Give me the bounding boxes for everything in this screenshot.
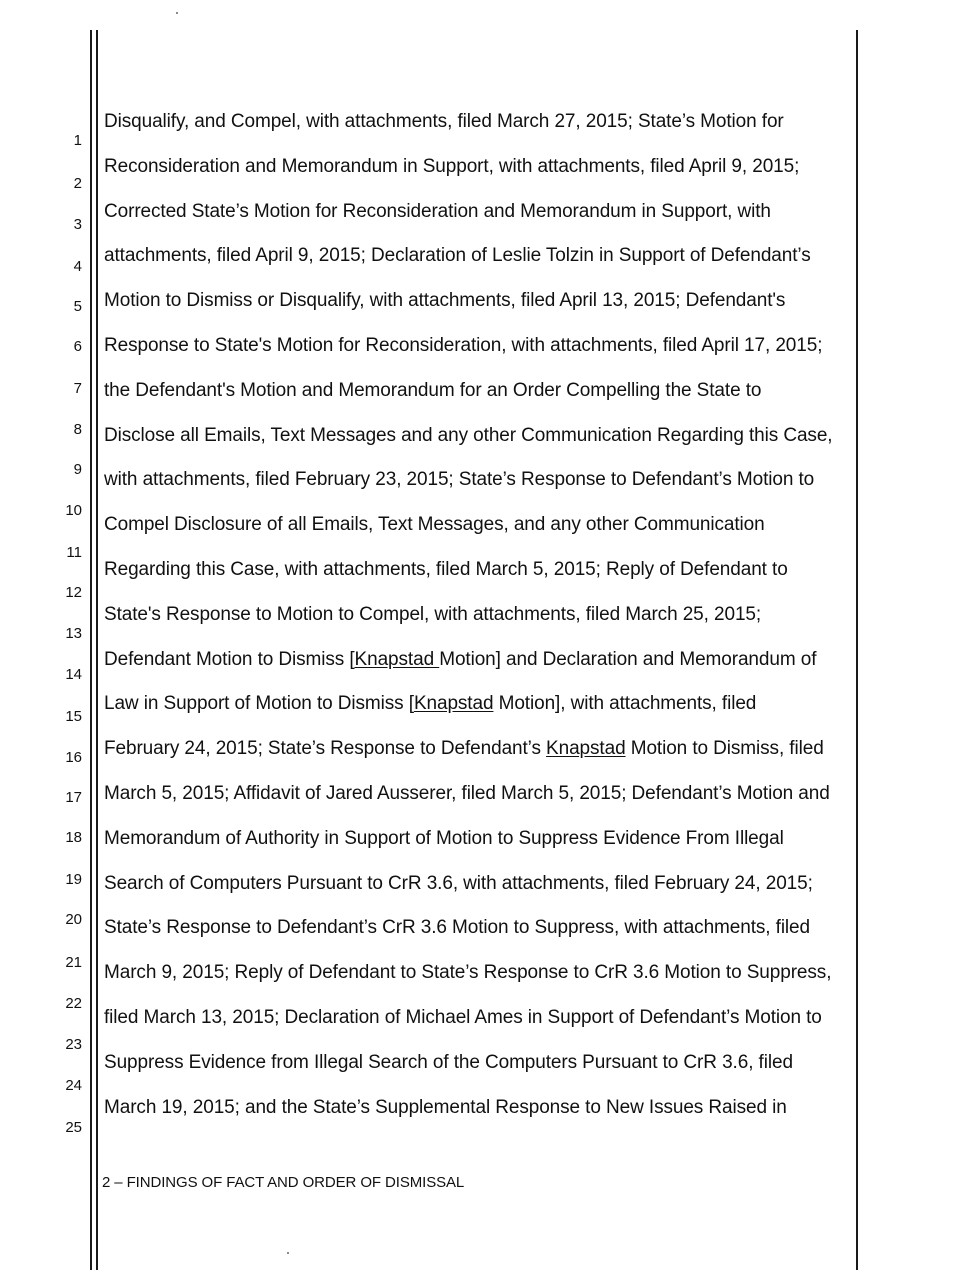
text-segment: Corrected State’s Motion for Reconsideration and Memorandum in Support, with (104, 200, 771, 222)
body-text-line (104, 873, 856, 895)
line-number: 17 (65, 789, 82, 806)
body-text-line (104, 604, 856, 626)
body-text-line (104, 649, 856, 671)
line-number: 23 (65, 1036, 82, 1053)
scan-speck (176, 12, 178, 14)
line-number: 5 (73, 298, 82, 315)
text-segment: Reconsideration and Memorandum in Support, with attachments, filed April 9, 2015; (104, 155, 800, 177)
line-number: 16 (65, 749, 82, 766)
body-text-line (104, 290, 856, 312)
scan-speck (287, 1252, 289, 1254)
line-number: 24 (65, 1077, 82, 1094)
text-segment: Motion to Dismiss or Disqualify, with attachments, filed April 13, 2015; Defendant's (104, 290, 786, 312)
line-number: 25 (65, 1119, 82, 1136)
body-text-line (104, 917, 856, 939)
body-text-line (104, 156, 856, 178)
text-segment: Disclose all Emails, Text Messages and any other Communication Regarding this Case, (104, 424, 833, 446)
text-segment: February 24, 2015; State’s Response to Defendant’s (104, 738, 547, 760)
line-number: 20 (65, 911, 82, 928)
text-segment: State's Response to Motion to Compel, with attachments, filed March 25, 2015; (104, 603, 762, 625)
text-segment: with attachments, filed February 23, 2015; State’s Response to Defendant’s Motion to (104, 469, 815, 491)
body-text-line (104, 559, 856, 581)
line-number: 22 (65, 995, 82, 1012)
text-segment: Motion], with attachments, filed (493, 693, 757, 715)
body-text-line (104, 1052, 856, 1074)
body-text-line (104, 514, 856, 536)
body-text-line (104, 1097, 856, 1119)
line-number: 13 (65, 625, 82, 642)
line-number: 21 (65, 954, 82, 971)
text-segment: Suppress Evidence from Illegal Search of the Computers Pursuant to CrR 3.6, filed (104, 1051, 793, 1073)
body-text-line (104, 783, 856, 805)
text-segment: Motion] and Declaration and Memorandum of (439, 648, 817, 670)
underlined-case-name: Knapstad (354, 648, 440, 670)
body-text-line (104, 335, 856, 357)
text-segment: Motion to Dismiss, filed (625, 738, 824, 760)
line-number: 1 (73, 132, 82, 149)
body-text-line (104, 828, 856, 850)
text-segment: the Defendant's Motion and Memorandum for an Order Compelling the State to (104, 379, 762, 401)
text-segment: Response to State's Motion for Reconsideration, with attachments, filed April 17, 2015; (104, 335, 823, 356)
line-number: 7 (73, 380, 82, 397)
text-segment: March 5, 2015; Affidavit of Jared Ausserer, filed March 5, 2015; Defendant’s Motion and (104, 783, 830, 804)
body-text-line (104, 111, 856, 133)
text-segment: March 9, 2015; Reply of Defendant to State’s Response to CrR 3.6 Motion to Suppress, (104, 962, 832, 984)
right-margin-rule (856, 30, 858, 1270)
body-text-line (104, 425, 856, 447)
underlined-case-name: Knapstad (413, 693, 494, 715)
text-segment: Defendant Motion to Dismiss [ (104, 648, 355, 670)
body-text-line (104, 738, 856, 760)
line-number: 14 (65, 666, 82, 683)
text-segment: State’s Response to Defendant’s CrR 3.6 Motion to Suppress, with attachments, filed (104, 917, 810, 939)
page-footer: 2 – FINDINGS OF FACT AND ORDER OF DISMISSAL (102, 1174, 465, 1191)
text-segment: Search of Computers Pursuant to CrR 3.6, with attachments, filed February 24, 2015; (104, 872, 813, 894)
text-segment: Memorandum of Authority in Support of Motion to Suppress Evidence From Illegal (104, 827, 784, 849)
line-number: 11 (66, 544, 82, 561)
text-segment: March 19, 2015; and the State’s Supplemental Response to New Issues Raised in (104, 1096, 787, 1118)
body-text-line (104, 201, 856, 223)
text-segment: Disqualify, and Compel, with attachments, filed March 27, 2015; State’s Motion for (104, 111, 784, 132)
line-number: 15 (65, 708, 82, 725)
line-number: 12 (65, 584, 82, 601)
line-number: 10 (65, 502, 82, 519)
line-number: 2 (73, 175, 82, 192)
line-number: 8 (73, 421, 82, 438)
text-segment: Law in Support of Motion to Dismiss [ (104, 693, 414, 715)
text-segment: Regarding this Case, with attachments, filed March 5, 2015; Reply of Defendant to (104, 559, 788, 580)
text-segment: filed March 13, 2015; Declaration of Michael Ames in Support of Defendant’s Motion to (104, 1007, 822, 1028)
line-number: 19 (65, 871, 82, 888)
body-text-line (104, 962, 856, 984)
text-segment: Compel Disclosure of all Emails, Text Messages, and any other Communication (104, 514, 765, 536)
body-text-line (104, 380, 856, 402)
body-text-line (104, 1007, 856, 1029)
line-number: 4 (73, 258, 82, 275)
text-segment: attachments, filed April 9, 2015; Declaration of Leslie Tolzin in Support of Defendant’s (104, 245, 811, 267)
body-text-line (104, 469, 856, 491)
line-number: 18 (65, 829, 82, 846)
line-number: 9 (73, 461, 82, 478)
left-margin-rule-inner (96, 30, 98, 1270)
body-text-line (104, 245, 856, 267)
line-number: 3 (73, 216, 82, 233)
line-number: 6 (73, 338, 82, 355)
left-margin-rule-outer (90, 30, 92, 1270)
body-text-line (104, 693, 856, 715)
underlined-case-name: Knapstad (546, 738, 626, 760)
